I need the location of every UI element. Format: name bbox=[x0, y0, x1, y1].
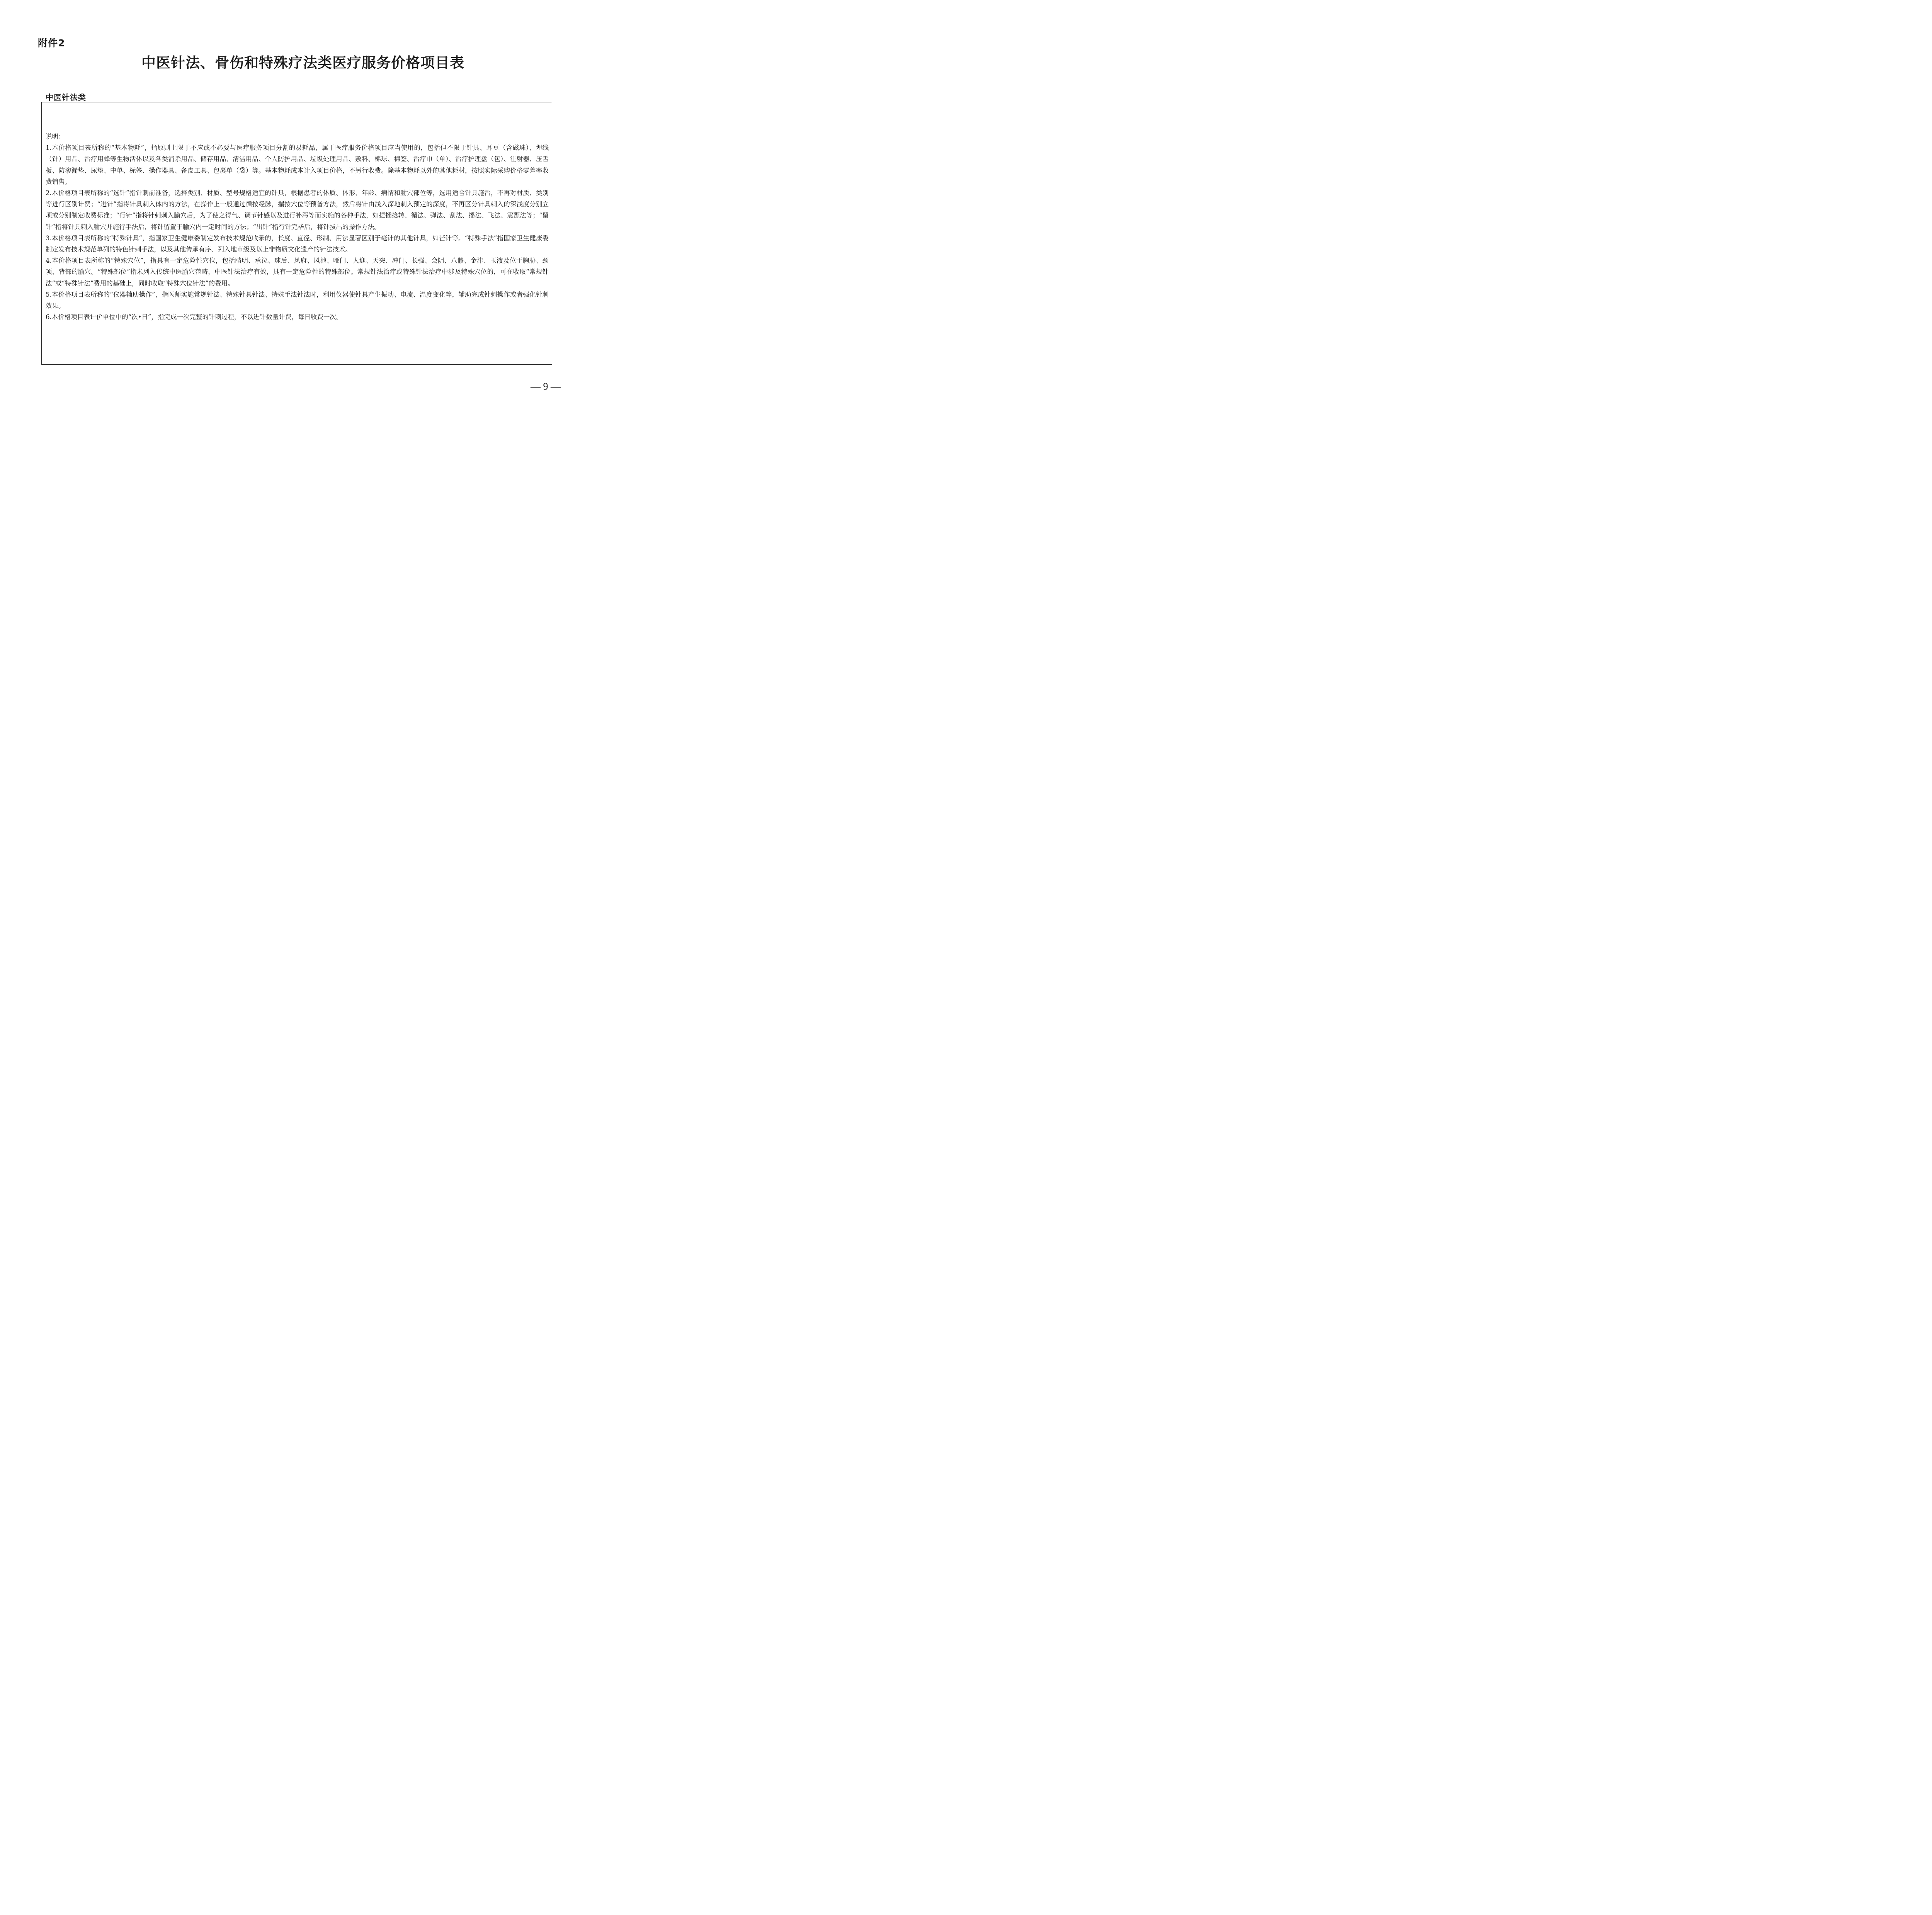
notes-table bbox=[41, 102, 552, 365]
note-item-2: 2.本价格项目表所称的“选针”指针刺前准备，选择类别、材质、型号规格适宜的针具，根据患者的体质、体形、年龄、病情和腧穴部位等，选用适合针具施治，不再对材质、类别等进行区别计费；“进针”指将针具刺入体内的方法，在操作上一般通过循按经脉，揣按穴位等预备方法，然后将针由浅入深地刺入预定的深度，不再区分针具刺入的深浅度分别立项或分别制定收费标准；“行针”指将针刺刺入腧穴后，为了使之得气、调节针感以及进行补泻等而实施的各种手法，如提插捻转、循法、弹法、刮法、摇法、飞法、震颤法等；“留针”指将针具刺入腧穴并施行手法后，将针留置于腧穴内一定时间的方法；“出针”指行针完毕后，将针拔出的操作方法。 bbox=[46, 189, 549, 231]
notes-content bbox=[46, 131, 549, 323]
page-number: — 9 — bbox=[531, 381, 561, 392]
note-item-3: 3.本价格项目表所称的“特殊针具”，指国家卫生健康委制定发布技术规范收录的，长度、直径、形制、用法显著区别于毫针的其他针具，如芒针等。“特殊手法”指国家卫生健康委制定发布技术规范单列的特色针刺手法，以及其他传承有序、列入地市级及以上非物质文化遗产的针法技术。 bbox=[46, 234, 549, 253]
attachment-label: 附件2 bbox=[38, 37, 65, 49]
document-title: 中医针法、骨伤和特殊疗法类医疗服务价格项目表 bbox=[141, 54, 464, 71]
note-item-6: 6.本价格项目表计价单位中的“次•日”，指完成一次完整的针刺过程，不以进针数量计费，每日收费一次。 bbox=[46, 313, 343, 321]
notes-heading: 说明： bbox=[46, 133, 65, 140]
note-item-4: 4.本价格项目表所称的“特殊穴位”，指具有一定危险性穴位，包括睛明、承泣、球后、风府、风池、哑门、人迎、天突、冲门、长强、会阴、八髎、金津、玉液及位于胸胁、颈项、背部的腧穴。“特殊部位”指未列入传统中医腧穴范畴，中医针法治疗有效，具有一定危险性的特殊部位。常规针法治疗或特殊针法治疗中涉及特殊穴位的，可在收取“常规针法”或“特殊针法”费用的基础上，同时收取“特殊穴位针法”的费用。 bbox=[46, 257, 549, 287]
section-label: 中医针法类 bbox=[46, 93, 86, 102]
note-item-5: 5.本价格项目表所称的“仪器辅助操作”，指医师实施常规针法、特殊针具针法、特殊手法针法时，利用仪器使针具产生振动、电流、温度变化等，辅助完成针刺操作或者强化针刺效果。 bbox=[46, 291, 549, 310]
note-item-1: 1.本价格项目表所称的“基本物耗”，指原则上限于不应或不必要与医疗服务项目分割的易耗品，属于医疗服务价格项目应当使用的，包括但不限于针具、耳豆（含磁珠）、埋线（针）用品、治疗用蜂等生物活体以及各类消杀用品、储存用品、清洁用品、个人防护用品、垃圾处理用品、敷料、棉球、棉签、治疗巾（单）、治疗护理盘（包）、注射器、压舌板、防渗漏垫、尿垫、中单、标签、操作器具、备皮工具、包裹单（袋）等。基本物耗成本计入项目价格，不另行收费。除基本物耗以外的其他耗材，按照实际采购价格零差率收费销售。 bbox=[46, 144, 549, 185]
